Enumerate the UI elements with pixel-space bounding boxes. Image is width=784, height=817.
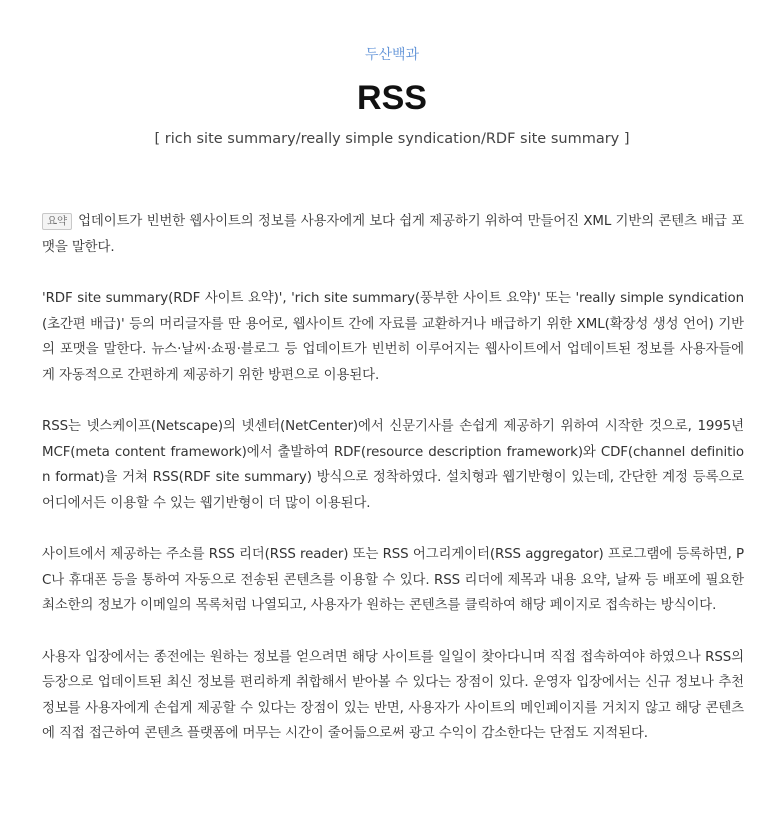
summary-badge: 요약: [42, 213, 72, 230]
source-link[interactable]: 두산백과: [364, 47, 420, 63]
body-paragraph-4: 사용자 입장에서는 종전에는 원하는 정보를 얻으려면 해당 사이트를 일일이 찾아다니며 직접 접속하여야 하였으나 RSS의 등장으로 업데이트된 최신 정보를 편리하게 취합해서 받아볼 수 있다는 장점이 있다. 운영자 입장에서는 신규 정보나 추천 정보를 사용자에게 손쉽게 제공할 수 있다는 장점이 있는 반면, 사용자가 사이트의 메인페이지를 거치지 않고 해당 콘텐츠에 직접 접근하여 콘텐츠 플랫폼에 머무는 시간이 줄어듦으로써 광고 수익이 감소한다는 단점도 지적된다.: [42, 649, 744, 741]
body-paragraph-1: 'RDF site summary(RDF 사이트 요약)', 'rich site summary(풍부한 사이트 요약)' 또는 'really simple syndication(초간편 배급)' 등의 머리글자를 딴 용어로, 웹사이트 간에 자료를 교환하거나 배급하기 위한 XML(확장성 생성 언어) 기반의 포맷을 말한다. 뉴스·날씨·쇼핑·블로그 등 업데이트가 빈번히 이루어지는 웹사이트에서 업데이트된 정보를 사용자들에게 자동적으로 간편하게 제공하기 위한 방편으로 이용된다.: [42, 291, 744, 383]
summary-paragraph: [42, 209, 744, 260]
article-body: [42, 209, 744, 747]
page-title: RSS: [357, 79, 427, 117]
body-paragraph-2: RSS는 넷스케이프(Netscape)의 넷센터(NetCenter)에서 신문기사를 손쉽게 제공하기 위하여 시작한 것으로, 1995년 MCF(meta content framework)에서 출발하여 RDF(resource description framework)와 CDF(channel definition format)을 거쳐 RSS(RDF site summary) 방식으로 정착하였다. 설치형과 웹기반형이 있는데, 간단한 계정 등록으로 어디에서든 이용할 수 있는 웹기반형이 더 많이 이용된다.: [42, 419, 744, 511]
body-paragraph-3: 사이트에서 제공하는 주소를 RSS 리더(RSS reader) 또는 RSS 어그리게이터(RSS aggregator) 프로그램에 등록하면, PC나 휴대폰 등을 통하여 자동으로 전송된 콘텐츠를 이용할 수 있다. RSS 리더에 제목과 내용 요약, 날짜 등 배포에 필요한 최소한의 정보가 이메일의 목록처럼 나열되고, 사용자가 원하는 콘텐츠를 클릭하여 해당 페이지로 접속하는 방식이다.: [42, 547, 744, 613]
page-subtitle: [ rich site summary/really simple syndication/RDF site summary ]: [154, 131, 630, 147]
summary-text: 업데이트가 빈번한 웹사이트의 정보를 사용자에게 보다 쉽게 제공하기 위하여 만들어진 XML 기반의 콘텐츠 배급 포맷을 말한다.: [42, 214, 744, 255]
